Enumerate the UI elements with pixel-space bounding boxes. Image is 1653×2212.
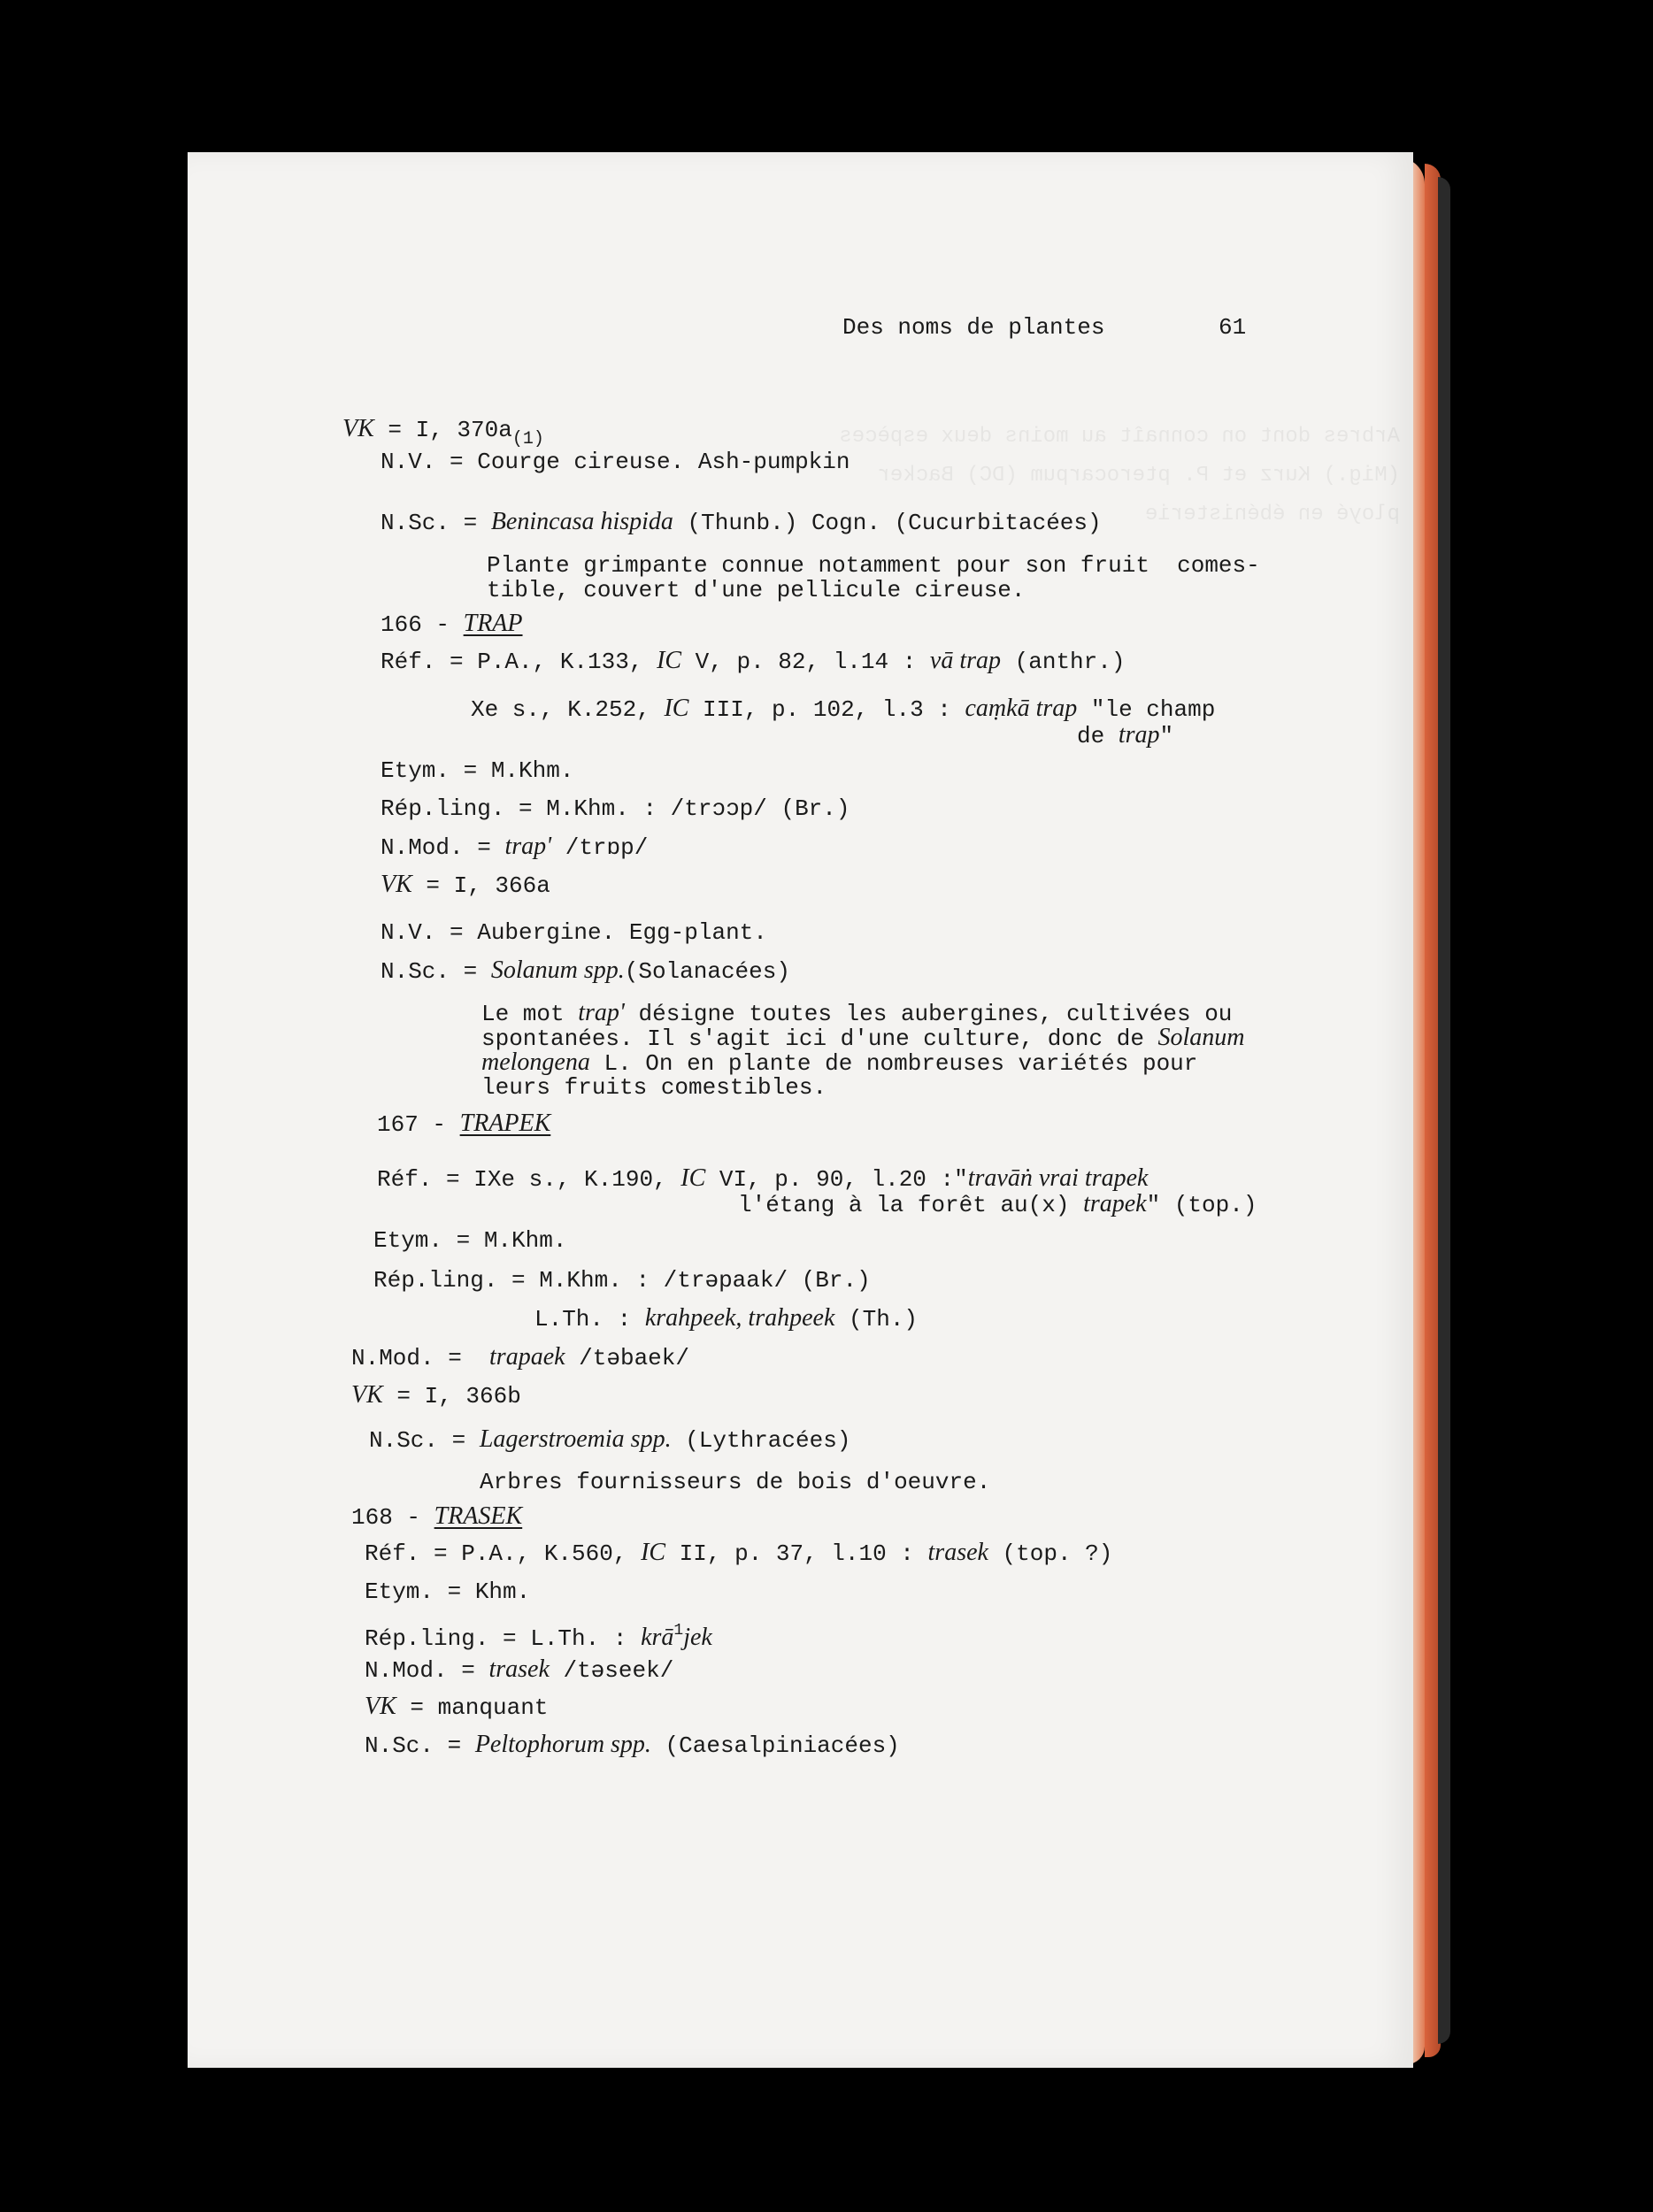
page-number: 61	[1219, 314, 1247, 341]
entry-167-etym: Etym. = M.Khm.	[373, 1227, 567, 1254]
running-title: Des noms de plantes	[842, 314, 1105, 341]
entry-166-ref2: Xe s., K.252, IC III, p. 102, l.3 : caṃkā trap "le champ	[471, 695, 1216, 723]
entry-167-vk: VK = I, 366b	[351, 1381, 521, 1409]
entry-168-nmod: N.Mod. = trasek /təseek/	[365, 1655, 674, 1684]
entry-166-ref2: de trap"	[1077, 721, 1174, 749]
entry-167-ref: Réf. = IXe s., K.190, IC VI, p. 90, l.20 :"travāṅ vrai trapek	[377, 1164, 1149, 1193]
entry-166-repling: Rép.ling. = M.Khm. : /trɔɔp/ (Br.)	[381, 795, 850, 822]
entry-166-vk: VK = I, 366a	[381, 871, 550, 899]
entry-168-repling: Rép.ling. = L.Th. : krā$^1$jek	[365, 1622, 712, 1652]
entry-166-heading: 166 - TRAP	[381, 610, 523, 638]
entry-166-nsc: N.Sc. = Solanum spp.(Solanacées)	[381, 956, 790, 985]
entry-168-vk: VK = manquant	[365, 1693, 549, 1721]
entry-168-etym: Etym. = Khm.	[365, 1578, 531, 1605]
entry-167-desc: Arbres fournisseurs de bois d'oeuvre.	[480, 1469, 991, 1495]
entry-167-nsc: N.Sc. = Lagerstroemia spp. (Lythracées)	[369, 1425, 851, 1454]
entry-165-nv: N.V. = Courge cireuse. Ash-pumpkin	[381, 449, 850, 475]
entry-166-desc: leurs fruits comestibles.	[481, 1074, 827, 1101]
entry-167-repling: Rép.ling. = M.Khm. : /trəpaak/ (Br.)	[373, 1267, 871, 1294]
entry-166-nmod: N.Mod. = trap' /trɒp/	[381, 833, 649, 861]
entry-165-desc: tible, couvert d'une pellicule cireuse.	[487, 577, 1026, 603]
entry-168-ref: Réf. = P.A., K.560, IC II, p. 37, l.10 : trasek (top. ?)	[365, 1539, 1113, 1567]
book-page	[188, 152, 1413, 2068]
entry-166-ref: Réf. = P.A., K.133, IC V, p. 82, l.14 : vā trap (anthr.)	[381, 647, 1126, 675]
entry-167-heading: 167 - TRAPEK	[377, 1110, 551, 1138]
entry-166-desc: Le mot trap' désigne toutes les aubergines, cultivées ou	[481, 999, 1233, 1027]
entry-166-nv: N.V. = Aubergine. Egg-plant.	[381, 919, 767, 946]
entry-167-lth: L.Th. : krahpeek, trahpeek (Th.)	[534, 1304, 919, 1333]
entry-166-desc: spontanées. Il s'agit ici d'une culture, donc de Solanum	[481, 1024, 1245, 1052]
entry-166-etym: Etym. = M.Khm.	[381, 757, 574, 784]
book-cover-edge	[1438, 177, 1450, 2044]
entry-165-nsc: N.Sc. = Benincasa hispida (Thunb.) Cogn. (Cucurbitacées)	[381, 508, 1102, 536]
entry-167-ref2: l'étang à la forêt au(x) trapek" (top.)	[738, 1190, 1257, 1218]
entry-168-nsc: N.Sc. = Peltophorum spp. (Caesalpiniacées)	[365, 1731, 900, 1759]
entry-165-vk: VK = I, $370a_{(1)}$	[342, 415, 544, 449]
show-through-text: Arbres dont on connaît au moins deux espèces (Mig.) Kurz et P. pterocarpum (DC) Backer ployé en ébénisterie	[839, 425, 1400, 526]
entry-167-nmod: N.Mod. = trapaek /təbaek/	[351, 1343, 689, 1371]
entry-168-heading: 168 - TRASEK	[351, 1502, 523, 1531]
entry-166-desc: melongena L. On en plante de nombreuses variétés pour	[481, 1048, 1198, 1077]
entry-165-desc: Plante grimpante connue notamment pour son fruit comes-	[487, 552, 1260, 579]
